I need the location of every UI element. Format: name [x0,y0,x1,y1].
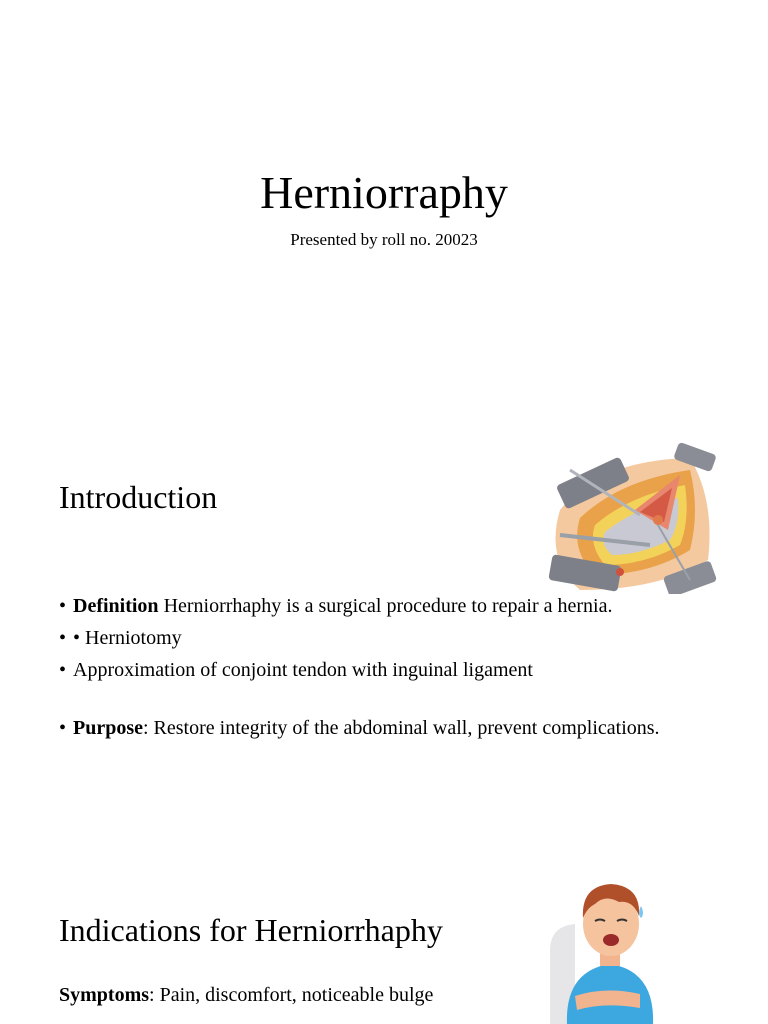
list-item [59,716,699,740]
list-item [59,658,699,682]
symptoms-line [59,983,433,1007]
bullet-text: Approximation of conjoint tendon with inguinal ligament [73,659,533,681]
list-item [59,626,699,650]
bullet-label: Purpose [73,717,143,739]
bullet-text: : Restore integrity of the abdominal wall, prevent complications. [143,717,660,739]
indications-slide [0,864,768,1024]
list-item [59,594,699,618]
introduction-heading: Introduction [59,479,218,515]
presentation-subtitle: Presented by roll no. 20023 [290,230,478,249]
indications-heading: Indications for Herniorrhaphy [59,912,443,948]
presentation-title: Herniorraphy [260,167,508,218]
bullet-text: • Herniotomy [73,627,182,649]
introduction-slide [0,432,768,864]
symptoms-text: : Pain, discomfort, noticeable bulge [149,984,434,1006]
title-slide [0,0,768,432]
bullet-label: Definition [73,595,159,617]
surgery-illustration-icon [540,440,718,594]
introduction-bullet-list [59,594,699,748]
person-in-pain-illustration-icon [545,876,675,1024]
symptoms-label: Symptoms [59,984,150,1006]
bullet-text: Herniorrhaphy is a surgical procedure to repair a hernia. [158,595,613,617]
